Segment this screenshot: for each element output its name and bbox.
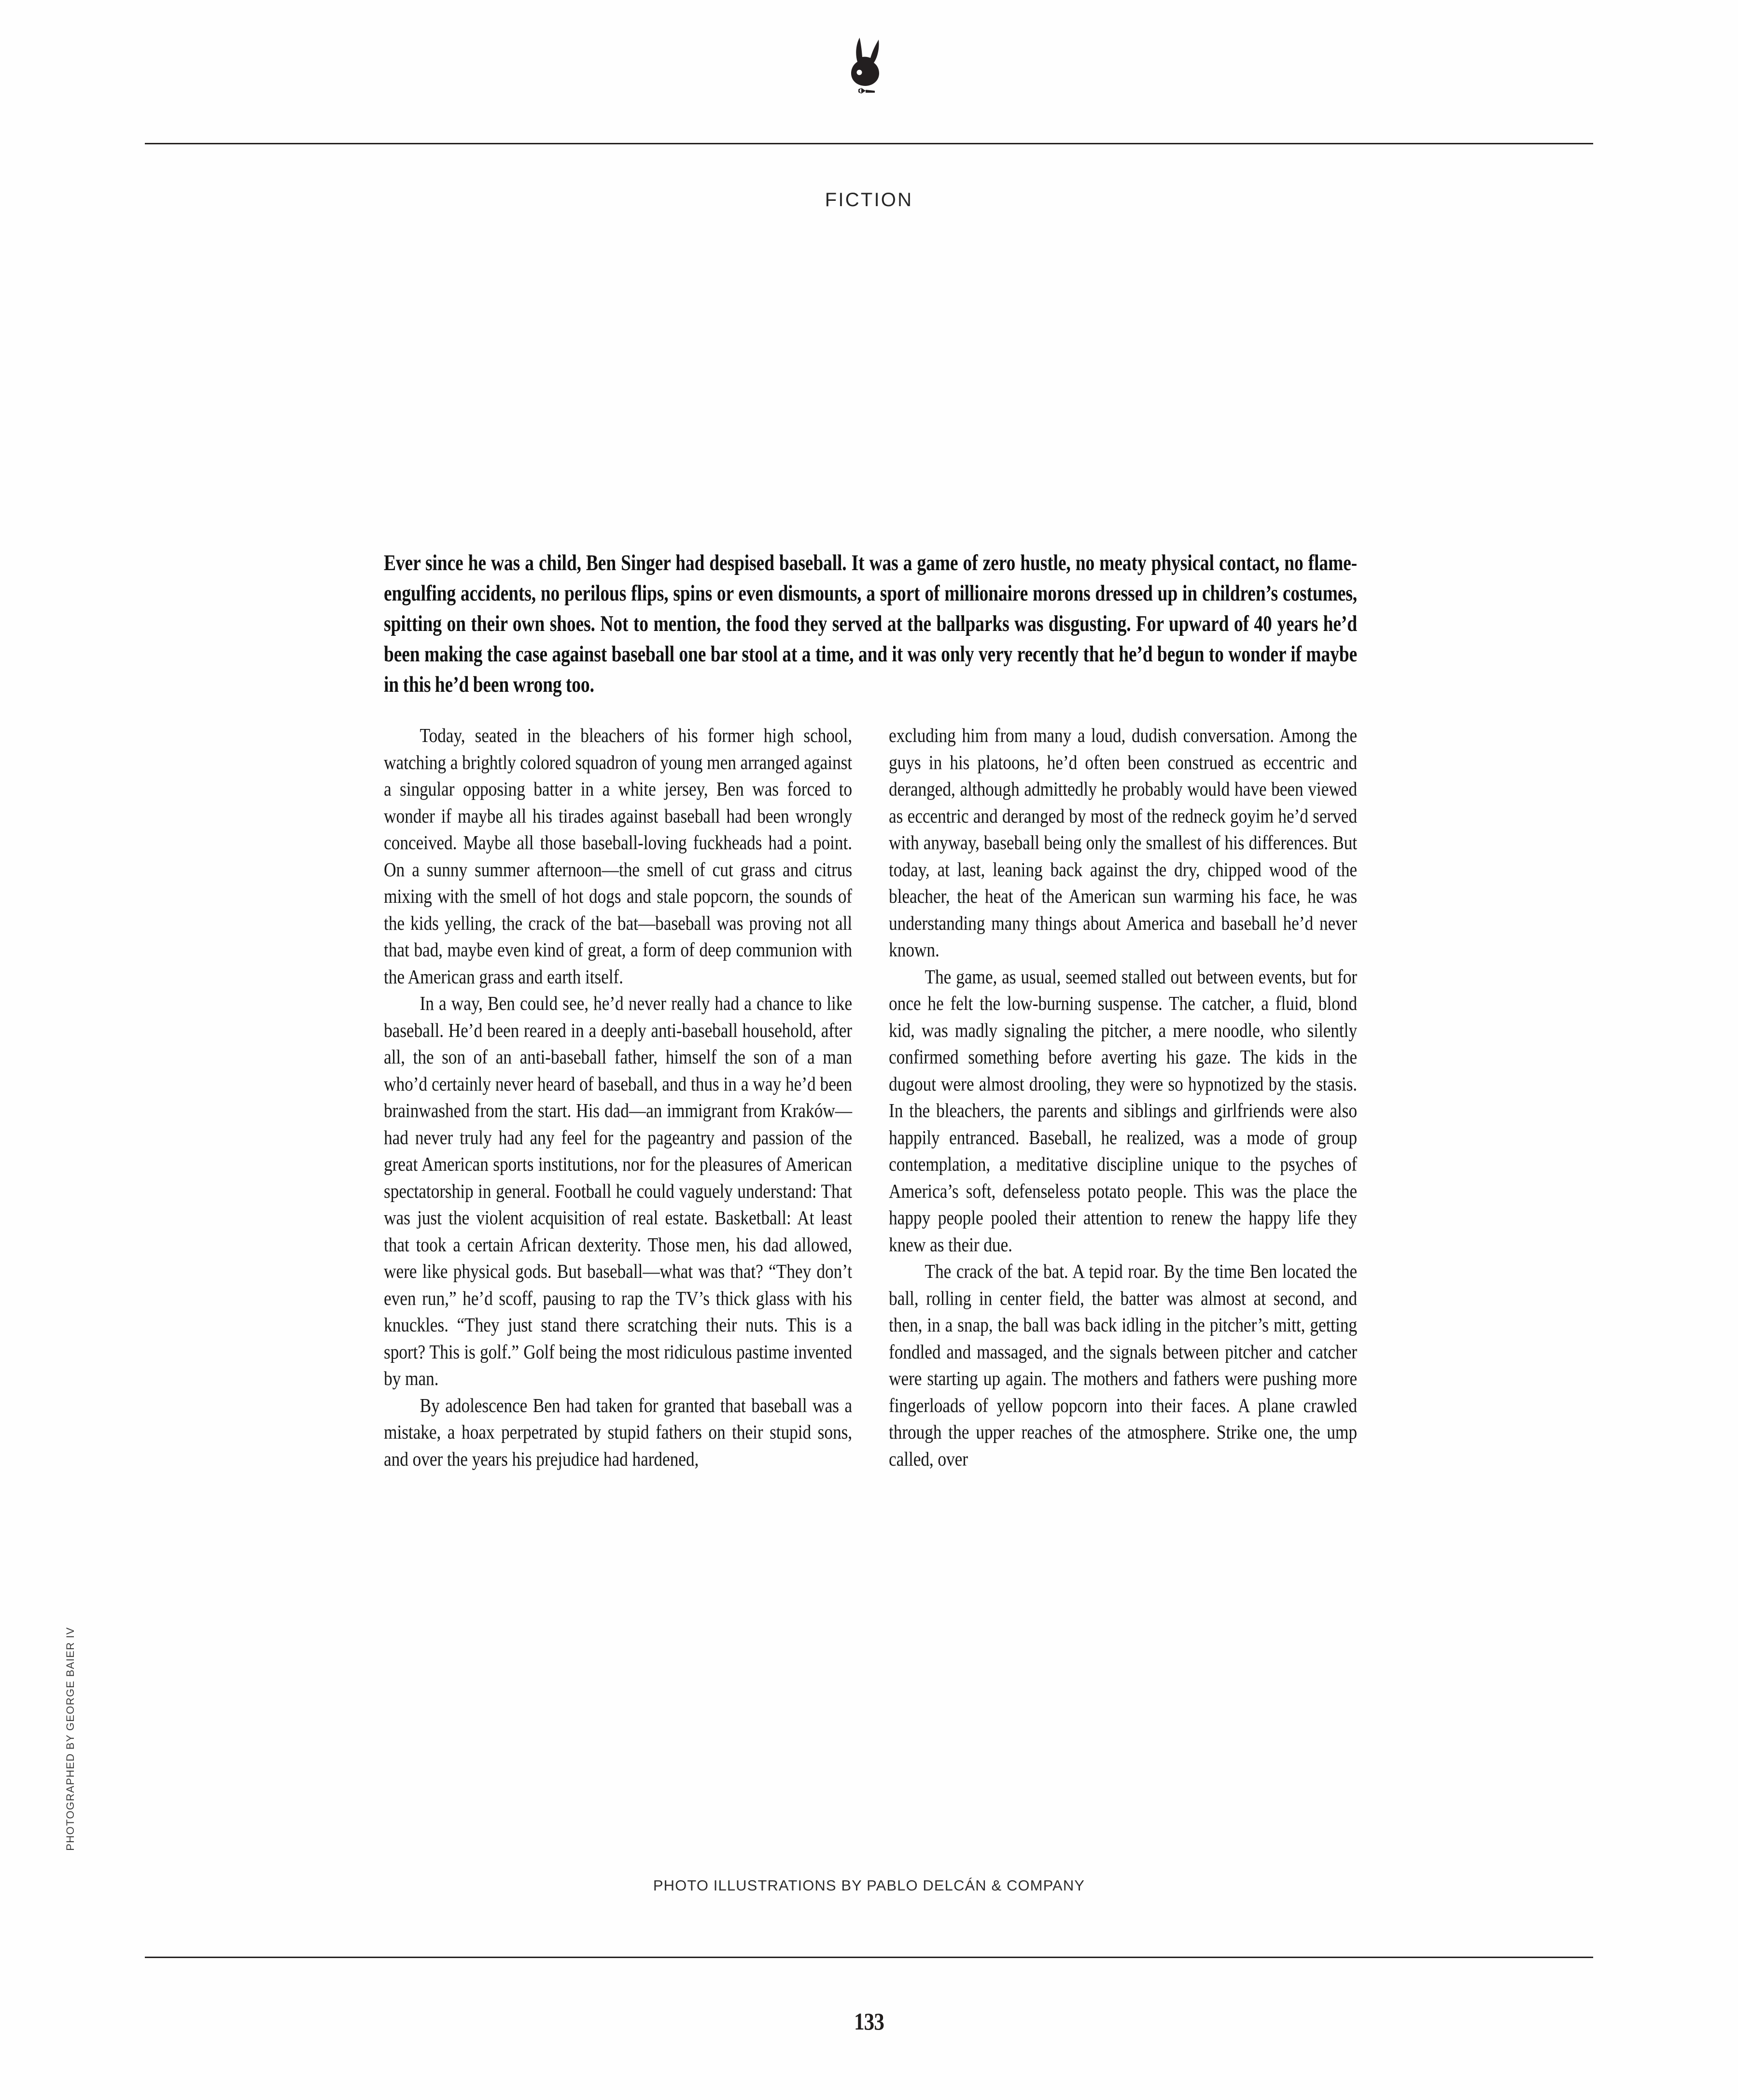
- right-text-column: [889, 722, 1357, 1472]
- bottom-divider: [145, 1957, 1593, 1958]
- section-kicker: FICTION: [825, 189, 913, 210]
- top-divider: [145, 143, 1593, 144]
- paragraph: excluding him from many a loud, dudish conversation. Among the guys in his platoons, he’d often been construed as eccentric and deranged, although admittedly he probably would have been viewed as eccentric and deranged by most of the redneck goyim he’d served with anyway, baseball being only the smallest of his differences. But today, at last, leaning back against the dry, chipped wood of the bleacher, the heat of the American sun warming his face, he was understanding many things about America and baseball he’d never known.: [889, 724, 1357, 961]
- paragraph: Today, seated in the bleachers of his former high school, watching a brightly colored squadron of young men arranged against a singular opposing batter in a white jersey, Ben was forced to wonder if maybe all his tirades against baseball had been wrongly conceived. Maybe all those baseball-loving fuckheads had a point. On a sunny summer afternoon—the smell of cut grass and citrus mixing with the smell of hot dogs and stale popcorn, the sounds of the kids yelling, the crack of the bat—baseball was proving not all that bad, maybe even kind of great, a form of deep communion with the American grass and earth itself.: [384, 724, 852, 988]
- paragraph: The game, as usual, seemed stalled out between events, but for once he felt the low-burning suspense. The catcher, a fluid, blond kid, was madly signaling the pitcher, a mere noodle, who silently confirmed something before averting his gaze. The kids in the dugout were almost drooling, they were so hypnotized by the stasis. In the bleachers, the parents and siblings and girlfriends were also happily entranced. Baseball, he realized, was a mode of group contemplation, a meditative discipline unique to the psyches of America’s soft, defenseless potato people. This was the place the happy people pooled their attention to renew the happy life they knew as their due.: [889, 965, 1357, 1256]
- left-text-column: [384, 722, 852, 1472]
- page-number: 133: [854, 2008, 884, 2035]
- playboy-bunny-logo-icon: [840, 34, 898, 106]
- article-body: [384, 548, 1357, 1472]
- photo-illustration-credit: PHOTO ILLUSTRATIONS BY PABLO DELCÁN & COMPANY: [653, 1877, 1085, 1894]
- photographer-credit: PHOTOGRAPHED BY GEORGE BAIER IV: [64, 1627, 76, 1851]
- two-column-text: [384, 722, 1357, 1472]
- paragraph: The crack of the bat. A tepid roar. By the time Ben located the ball, rolling in center field, the batter was almost at second, and then, in a snap, the ball was back idling in the pitcher’s mitt, getting fondled and massaged, and the signals between pitcher and catcher were starting up again. The mothers and fathers were pushing more fingerloads of yellow popcorn into their faces. A plane crawled through the upper reaches of the atmosphere. Strike one, the ump called, over: [889, 1260, 1357, 1470]
- article-lede: Ever since he was a child, Ben Singer had despised baseball. It was a game of zero hustle, no meaty physical contact, no flame-engulfing accidents, no perilous flips, spins or even dismounts, a sport of millionaire morons dressed up in children’s costumes, spitting on their own shoes. Not to mention, the food they served at the ballparks was disgusting. For upward of 40 years he’d been making the case against baseball one bar stool at a time, and it was only very recently that he’d begun to wonder if maybe in this he’d been wrong too.: [384, 550, 1357, 697]
- paragraph: By adolescence Ben had taken for granted that baseball was a mistake, a hoax perpetrated by stupid fathers on their stupid sons, and over the years his prejudice had hardened,: [384, 1394, 852, 1470]
- paragraph: In a way, Ben could see, he’d never really had a chance to like baseball. He’d been reared in a deeply anti-baseball household, after all, the son of an anti-baseball father, himself the son of a man who’d certainly never heard of baseball, and thus in a way he’d been brainwashed from the start. His dad—an immigrant from Kraków—had never truly had any feel for the pageantry and passion of the great American sports institutions, nor for the pleasures of American spectatorship in general. Football he could vaguely understand: That was just the violent acquisition of real estate. Basketball: At least that took a certain African dexterity. Those men, his dad allowed, were like physical gods. But baseball—what was that? “They don’t even run,” he’d scoff, pausing to rap the TV’s thick glass with his knuckles. “They just stand there scratching their nuts. This is a sport? This is golf.” Golf being the most ridiculous pastime invented by man.: [384, 992, 852, 1389]
- masthead: [0, 34, 1738, 106]
